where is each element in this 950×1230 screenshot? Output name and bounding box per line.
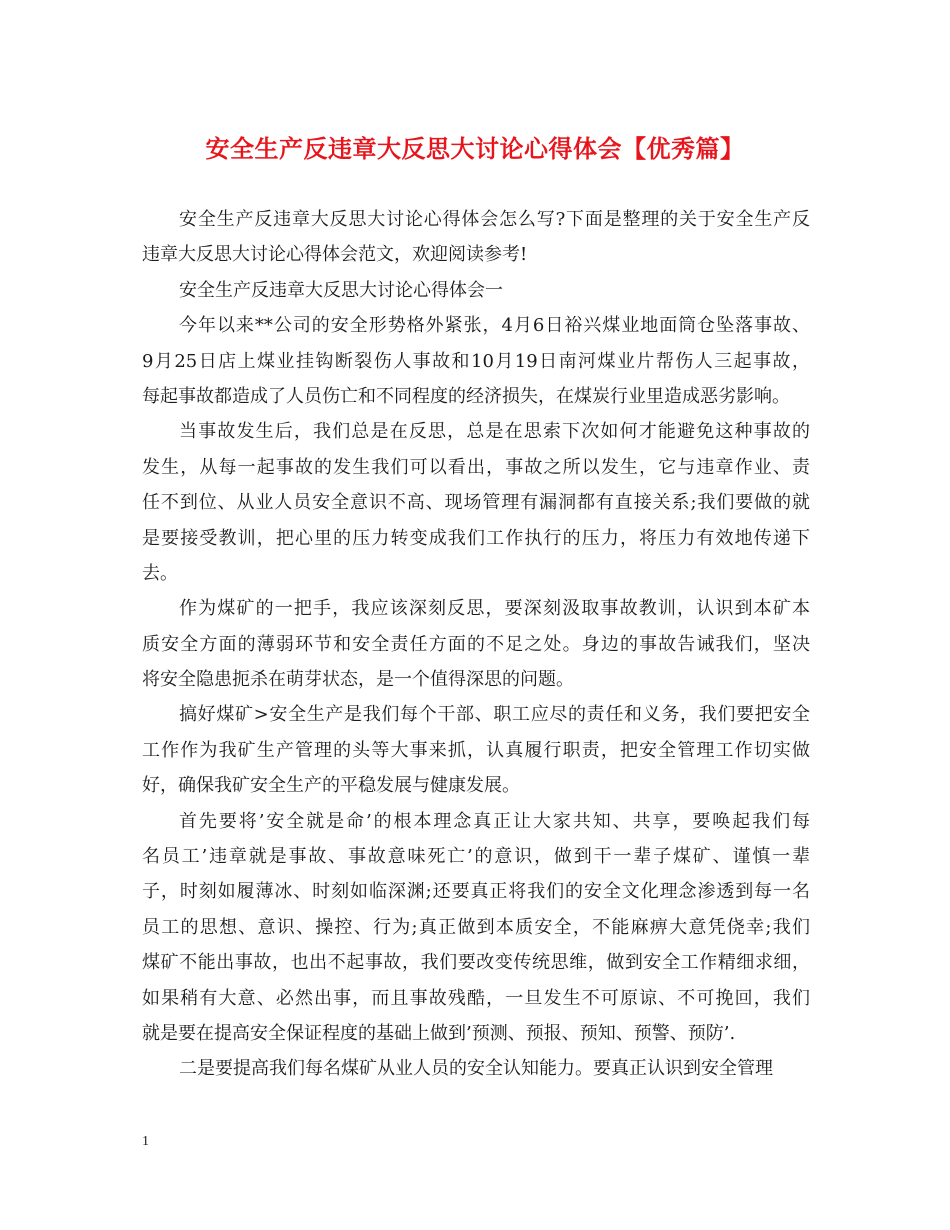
body-line: 好，确保我矿安全生产的平稳发展与健康发展。 — [142, 775, 520, 797]
document-body — [142, 202, 810, 1087]
body-line: 首先要将’安全就是命’的根本理念真正让大家共知、共享，要唤起我们每 — [179, 810, 810, 832]
body-line: 发生，从每一起事故的发生我们可以看出，事故之所以发生，它与违章作业、责 — [142, 456, 810, 478]
body-line: 每起事故都造成了人员伤亡和不同程度的经济损失，在煤炭行业里造成恶劣影响。 — [142, 385, 790, 407]
body-line: 去。 — [142, 562, 178, 584]
body-line: 是要接受教训，把心里的压力转变成我们工作执行的压力，将压力有效地传递下 — [142, 527, 810, 549]
section-heading: 安全生产反违章大反思大讨论心得体会一 — [179, 279, 503, 301]
body-line: 员工的思想、意识、操控、行为;真正做到本质安全，不能麻痹大意凭侥幸;我们 — [142, 916, 810, 938]
body-line: 子，时刻如履薄冰、时刻如临深渊;还要真正将我们的安全文化理念渗透到每一名 — [142, 881, 810, 903]
body-line: 名员工’违章就是事故、事故意味死亡’的意识，做到干一辈子煤矿、谨慎一辈 — [142, 846, 810, 868]
body-line: 违章大反思大讨论心得体会范文，欢迎阅读参考! — [142, 244, 528, 266]
body-line: 二是要提高我们每名煤矿从业人员的安全认知能力。要真正认识到安全管理 — [179, 1058, 773, 1080]
body-line: 工作作为我矿生产管理的头等大事来抓，认真履行职责，把安全管理工作切实做 — [142, 739, 810, 761]
body-line: 安全生产反违章大反思大讨论心得体会怎么写?下面是整理的关于安全生产反 — [179, 209, 810, 230]
page-number: 1 — [142, 1134, 149, 1149]
body-line: 作为煤矿的一把手，我应该深刻反思，要深刻汲取事故教训，认识到本矿本 — [179, 598, 810, 620]
body-line: 煤矿不能出事故，也出不起事故，我们要改变传统思维，做到安全工作精细求细， — [142, 952, 810, 974]
document-title: 安全生产反违章大反思大讨论心得体会【优秀篇】 — [205, 134, 745, 163]
body-line: 9月25日店上煤业挂钩断裂伤人事故和10月19日南河煤业片帮伤人三起事故， — [142, 350, 810, 372]
body-line: 如果稍有大意、必然出事，而且事故残酷，一旦发生不可原谅、不可挽回，我们 — [142, 987, 810, 1009]
body-line: 质安全方面的薄弱环节和安全责任方面的不足之处。身边的事故告诫我们，坚决 — [142, 633, 810, 655]
body-line: 当事故发生后，我们总是在反思，总是在思索下次如何才能避免这种事故的 — [179, 421, 810, 443]
body-line: 搞好煤矿>安全生产是我们每个干部、职工应尽的责任和义务，我们要把安全 — [179, 704, 810, 726]
body-line: 今年以来**公司的安全形势格外紧张，4月6日裕兴煤业地面筒仓坠落事故、 — [179, 315, 810, 337]
body-line: 任不到位、从业人员安全意识不高、现场管理有漏洞都有直接关系;我们要做的就 — [142, 492, 810, 514]
body-line: 就是要在提高安全保证程度的基础上做到’预测、预报、预知、预警、预防’. — [142, 1022, 736, 1044]
body-line: 将安全隐患扼杀在萌芽状态，是一个值得深思的问题。 — [142, 669, 574, 691]
